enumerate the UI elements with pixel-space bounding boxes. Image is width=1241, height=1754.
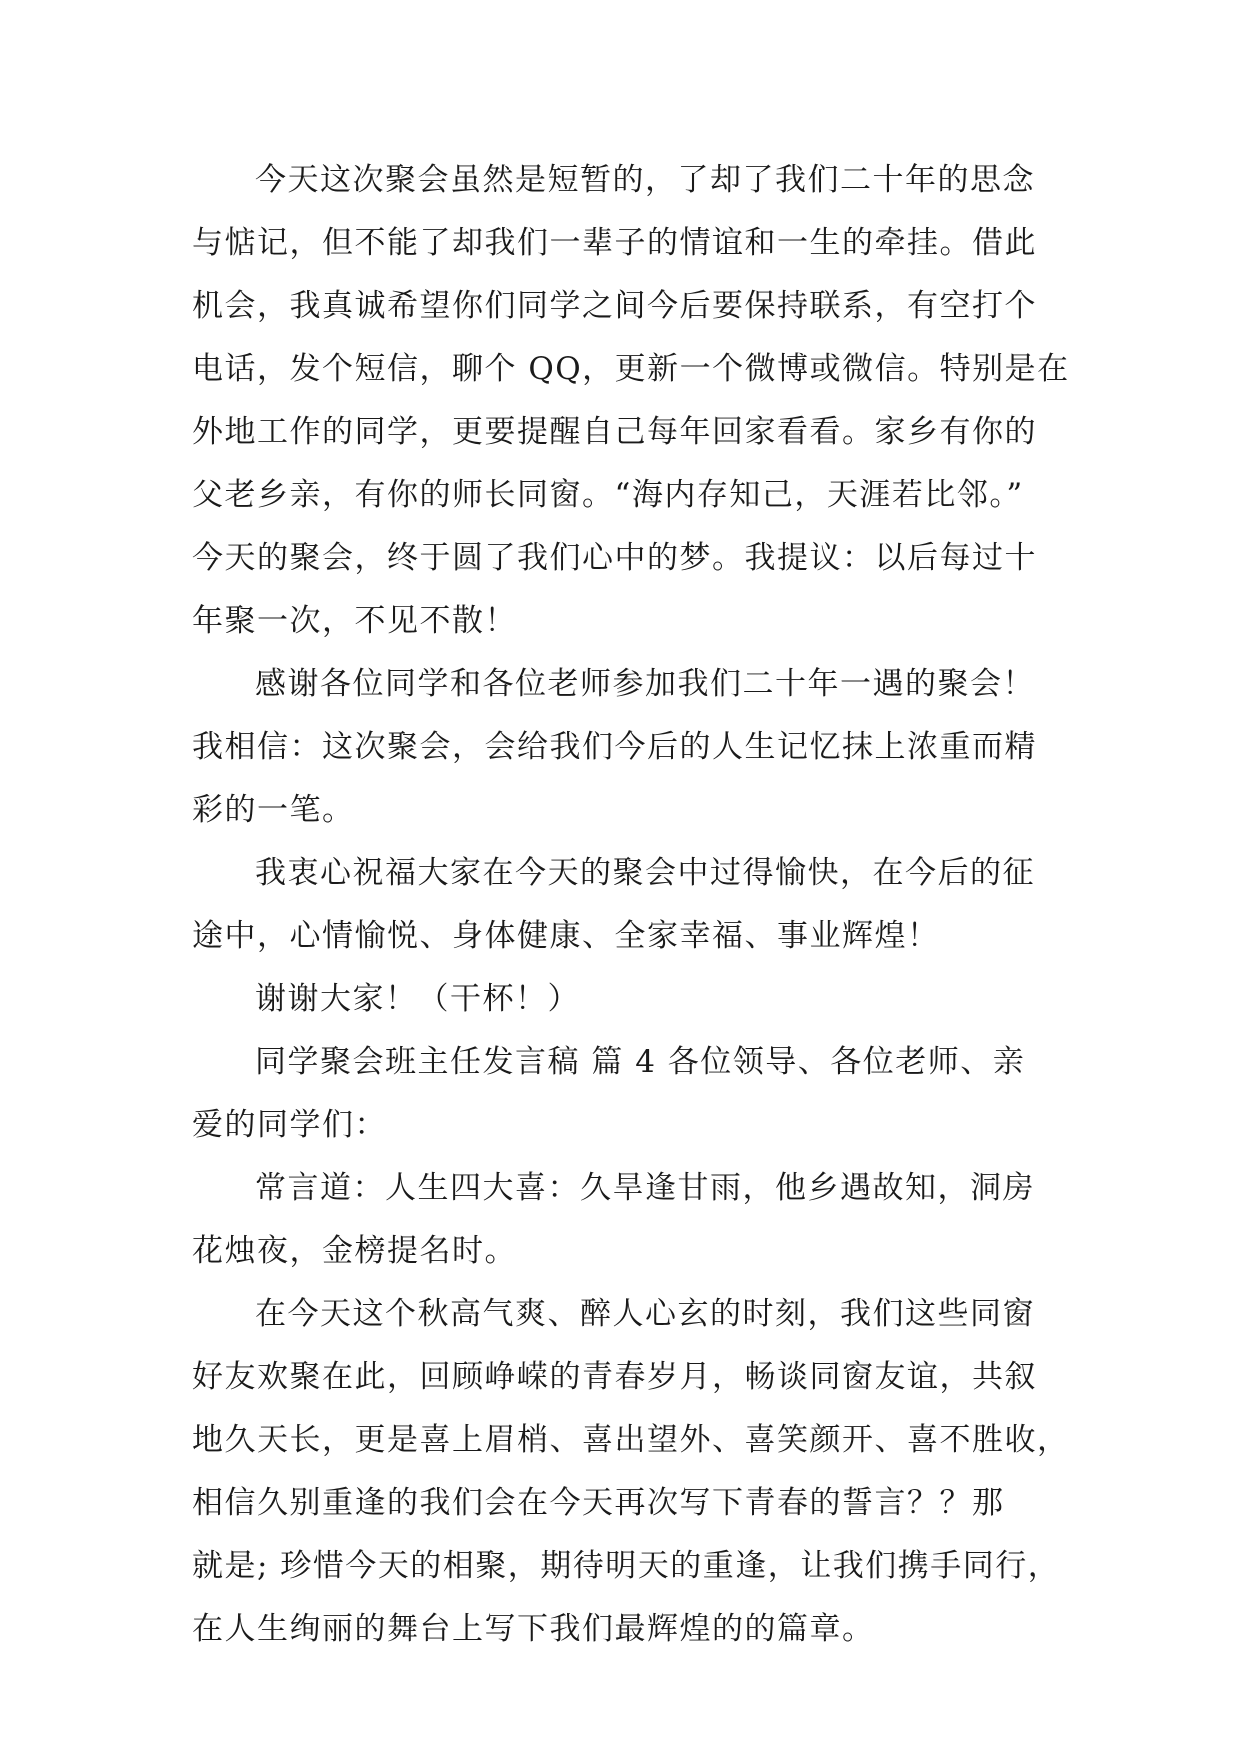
text-line: 外地工作的同学，更要提醒自己每年回家看看。家乡有你的	[192, 414, 1037, 450]
text-line: 与惦记，但不能了却我们一辈子的情谊和一生的牵挂。借此	[192, 225, 1037, 261]
text-line: 我相信：这次聚会，会给我们今后的人生记忆抹上浓重而精	[192, 729, 1037, 765]
text-line: 途中，心情愉悦、身体健康、全家幸福、事业辉煌！	[192, 918, 940, 954]
text-line: 花烛夜，金榜提名时。	[192, 1233, 517, 1269]
text-line: 在今天这个秋高气爽、醉人心玄的时刻，我们这些同窗	[255, 1296, 1035, 1332]
text-line: 在人生绚丽的舞台上写下我们最辉煌的的篇章。	[192, 1611, 875, 1647]
text-line: 常言道：人生四大喜：久旱逢甘雨，他乡遇故知，洞房	[255, 1170, 1035, 1206]
text-line: 好友欢聚在此，回顾峥嵘的青春岁月，畅谈同窗友谊，共叙	[192, 1359, 1037, 1395]
text-line: 相信久别重逢的我们会在今天再次写下青春的誓言？？那	[192, 1485, 1005, 1521]
text-line: 同学聚会班主任发言稿 篇 4 各位领导、各位老师、亲	[255, 1044, 1026, 1080]
text-line: 谢谢大家！（干杯！）	[255, 981, 580, 1017]
text-line: 机会，我真诚希望你们同学之间今后要保持联系，有空打个	[192, 288, 1037, 324]
text-line: 地久天长，更是喜上眉梢、喜出望外、喜笑颜开、喜不胜收，	[192, 1422, 1070, 1458]
text-line: 年聚一次，不见不散！	[192, 603, 517, 639]
text-line: 爱的同学们：	[192, 1107, 387, 1143]
text-line: 电话，发个短信，聊个 QQ，更新一个微博或微信。特别是在	[192, 351, 1070, 387]
text-line: 感谢各位同学和各位老师参加我们二十年一遇的聚会！	[255, 666, 1035, 702]
text-line: 彩的一笔。	[192, 792, 355, 828]
text-line: 我衷心祝福大家在今天的聚会中过得愉快，在今后的征	[255, 855, 1035, 891]
text-line: 今天的聚会，终于圆了我们心中的梦。我提议：以后每过十	[192, 540, 1037, 576]
text-line: 今天这次聚会虽然是短暂的，了却了我们二十年的思念	[255, 162, 1035, 198]
text-line: 父老乡亲，有你的师长同窗。“海内存知己，天涯若比邻。”	[192, 477, 1024, 513]
text-line: 就是; 珍惜今天的相聚，期待明天的重逢，让我们携手同行，	[192, 1548, 1061, 1584]
